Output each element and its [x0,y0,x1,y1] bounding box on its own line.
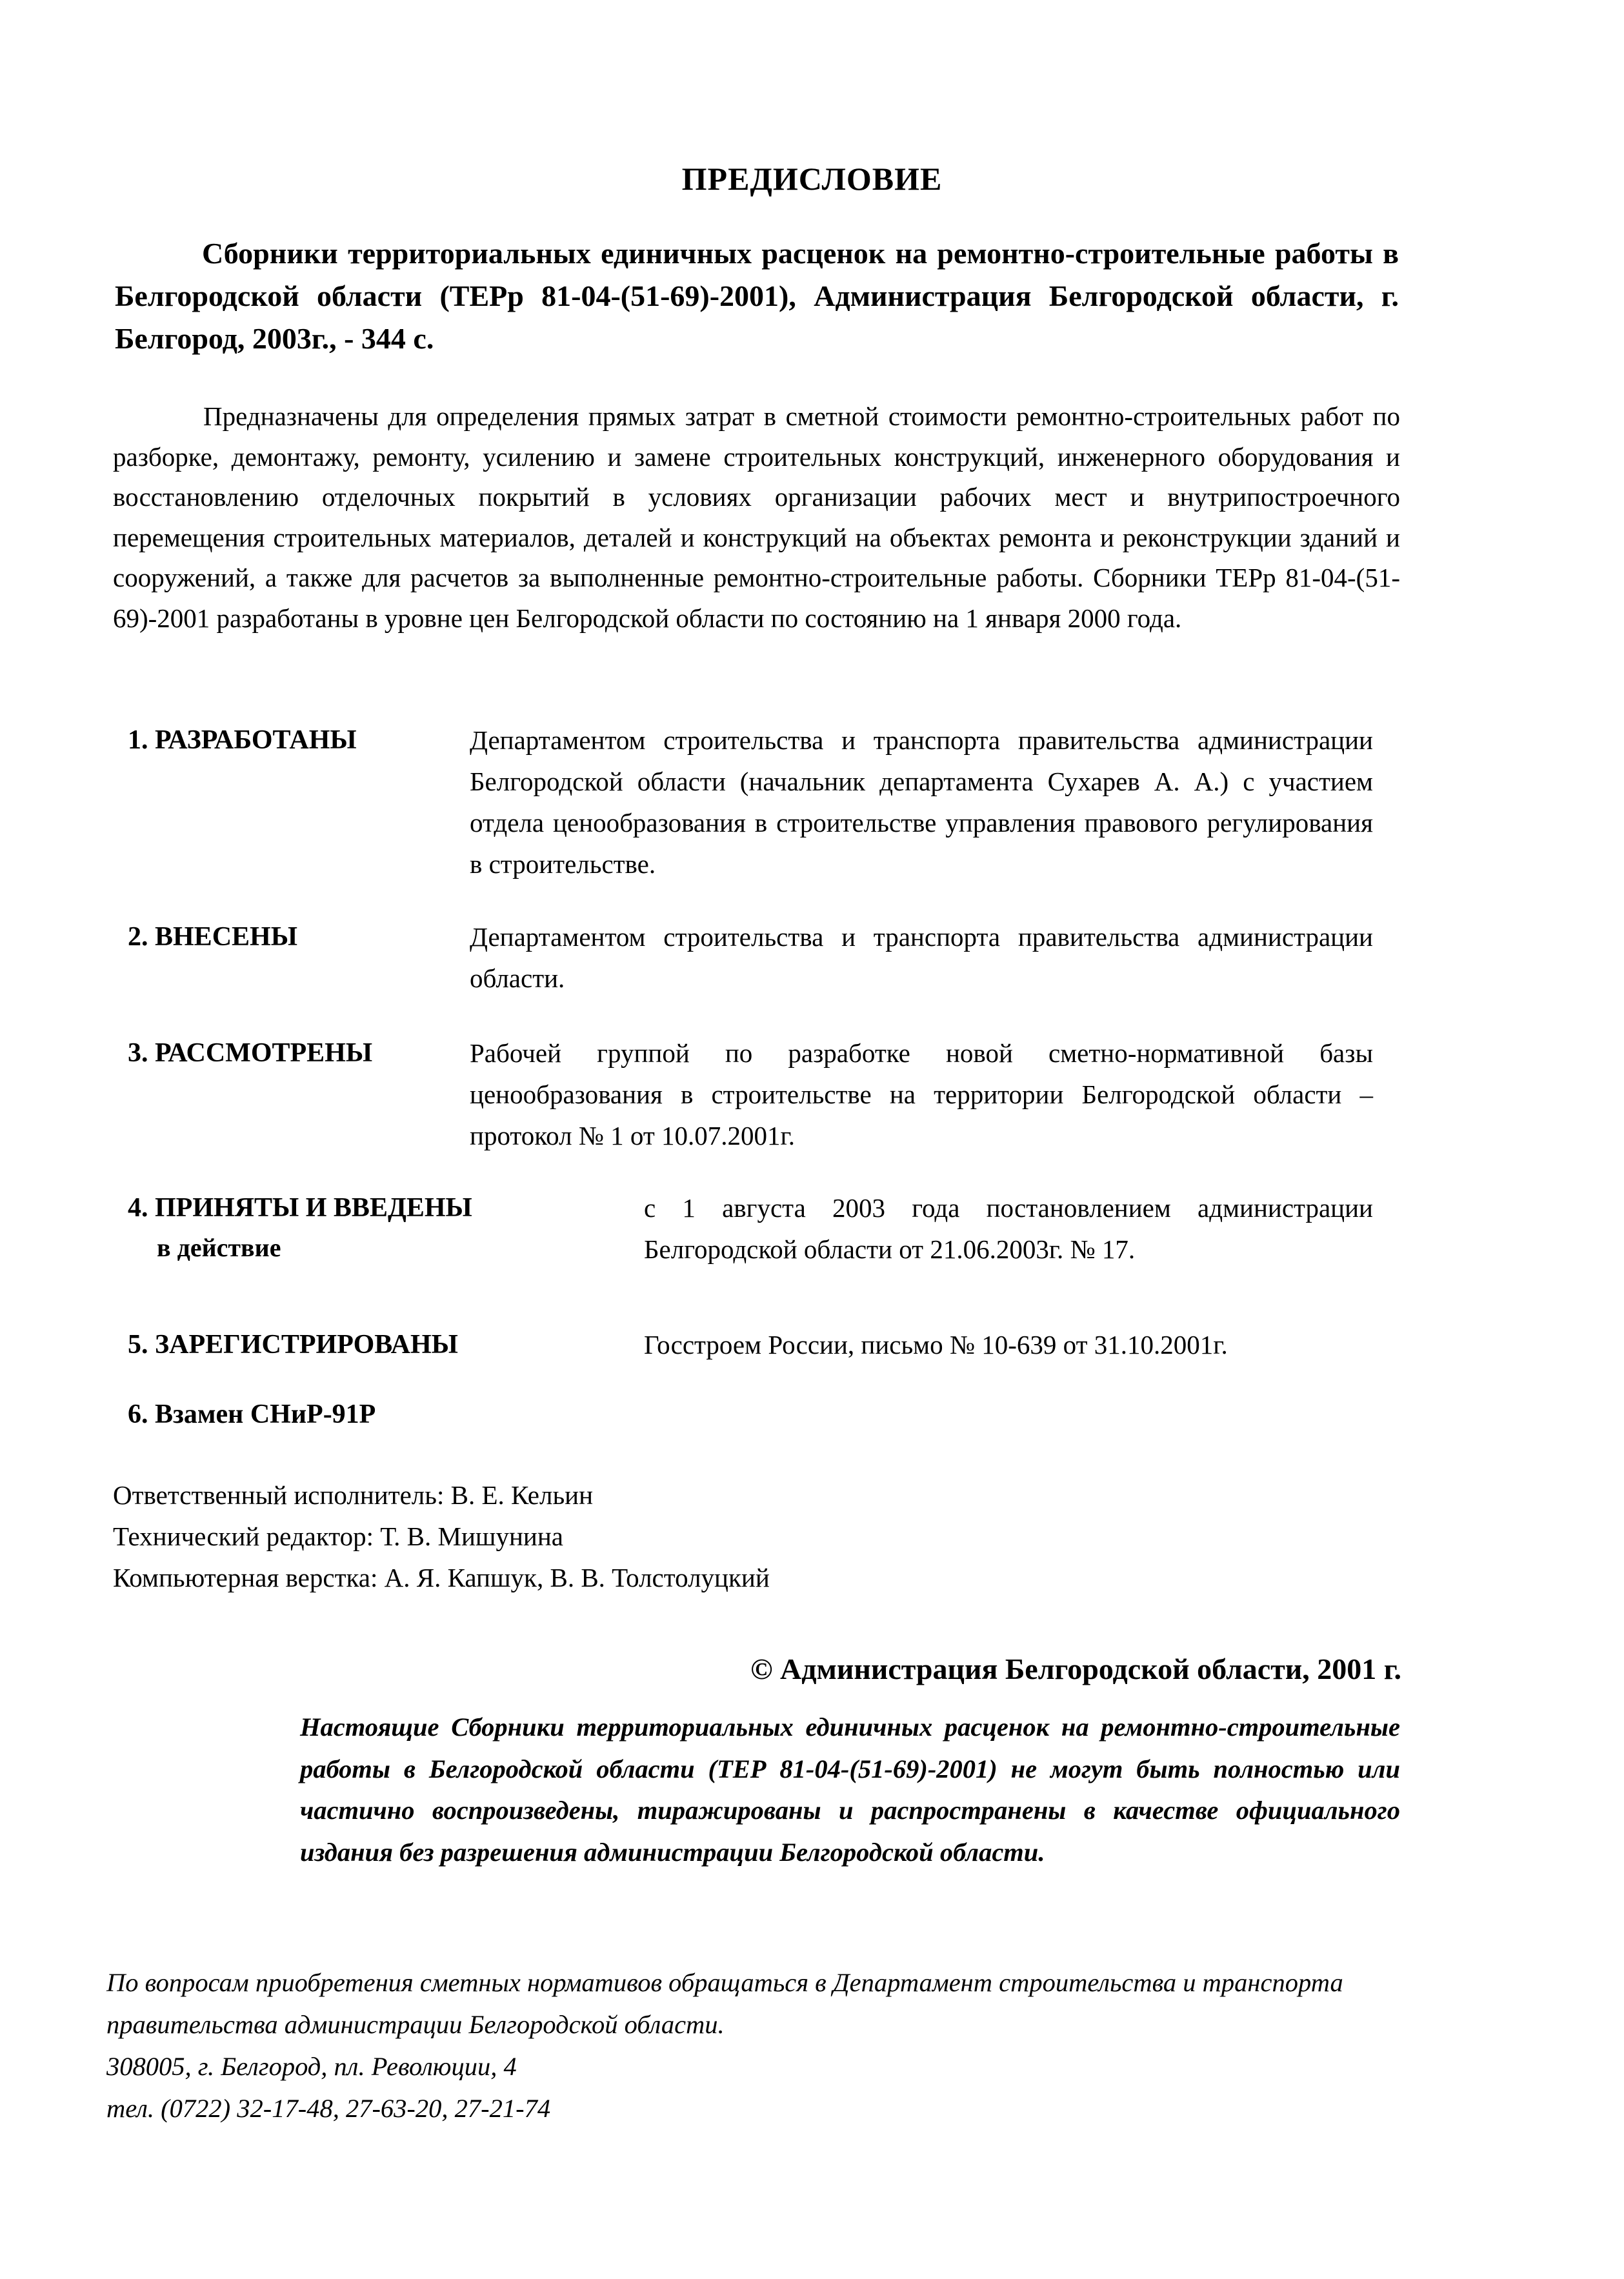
credit-line: Технический редактор: Т. В. Мишунина [113,1521,564,1551]
item-text: Департаментом строительства и транспорта правительства администрации области. [470,922,1373,993]
item-label: 2. ВНЕСЕНЫ [128,922,297,952]
contact-info [106,1962,1397,2129]
collection-description: Сборники территориальных единичных расценок на ремонтно-строительные работы в Белгородской области (ТЕРр 81-04-(51-69)-2001), Администрация Белгородской области, г. Белгород, 2003г., - 344 с. [115,237,1399,355]
purpose-paragraph: Предназначены для определения прямых затрат в сметной стоимости ремонтно-строительных работ по разборке, демонтажу, ремонту, усилению и замене строительных конструкций, инженерного оборудования и восстановлению отделочных покрытий в условиях организации рабочих мест и внутрипостроечного перемещения строительных материалов, деталей и конструкций на объектах ремонта и реконструкции зданий и сооружений, а также для расчетов за выполненные ремонтно-строительные работы. Сборники ТЕРр 81-04-(51-69)-2001 разработаны в уровне цен Белгородской области по состоянию на 1 января 2000 года. [113,401,1400,633]
item-label: 5. ЗАРЕГИСТРИРОВАНЫ [128,1330,458,1360]
item-label: 3. РАССМОТРЕНЫ [128,1038,373,1068]
copyright-notice: © Администрация Белгородской области, 2001 г. [750,1652,1401,1685]
credit-line: Компьютерная верстка: А. Я. Капшук, В. В. Толстолуцкий [113,1563,770,1592]
item-sublabel: в действие [157,1233,281,1262]
item-label: 4. ПРИНЯТЫ И ВВЕДЕНЫ [128,1193,472,1223]
item-text: Госстроем России, письмо № 10-639 от 31.10.2001г. [644,1330,1228,1360]
item-text: Рабочей группой по разработке новой сметно-нормативной базы ценообразования в строительстве на территории Белгородской области – протокол № 1 от 10.07.2001г. [470,1038,1373,1150]
contact-address: 308005, г. Белгород, пл. Революции, 4 [106,2052,517,2081]
item-label: 1. РАЗРАБОТАНЫ [128,725,357,755]
credits [113,1474,770,1598]
item-label: 6. Взамен СНиР-91Р [128,1400,376,1429]
page-title: ПРЕДИСЛОВИЕ [681,161,943,197]
item-text: с 1 августа 2003 года постановлением администрации Белгородской области от 21.06.2003г. № 17. [644,1193,1373,1264]
credit-line: Ответственный исполнитель: В. Е. Кельин [113,1480,594,1510]
contact-phone: тел. (0722) 32-17-48, 27-63-20, 27-21-74 [106,2094,551,2123]
item-text: Департаментом строительства и транспорта правительства администрации Белгородской области (начальник департамента Сухарев А. А.) с участием отдела ценообразования в строительстве управления правового регулирования в строительстве. [470,725,1373,879]
reproduction-notice: Настоящие Сборники территориальных единичных расценок на ремонтно-строительные работы в Белгородской области (ТЕР 81-04-(51-69)-2001) не могут быть полностью или частично воспроизведены, тиражированы и распространены в качестве официального издания без разрешения администрации Белгородской области. [300,1712,1400,1867]
contact-inquiry: По вопросам приобретения сметных нормативов обращаться в Департамент строительства и транспорта правительства администрации Белгородской области. [106,1968,1343,2039]
